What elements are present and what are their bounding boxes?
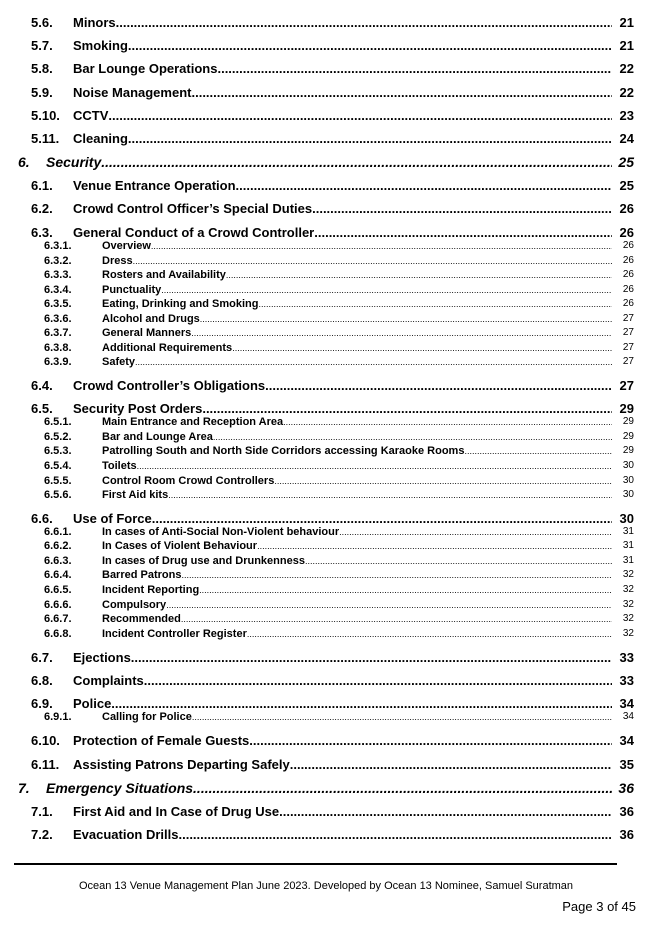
toc-entry[interactable] (0, 201, 652, 219)
toc-entry[interactable] (0, 255, 652, 269)
toc-entry-number: 6.5.5. (44, 475, 72, 487)
toc-entry-page: 29 (619, 401, 634, 416)
toc-entry-number: 6.5.6. (44, 489, 72, 501)
toc-entry-page: 32 (622, 584, 634, 595)
toc-entry-title: Evacuation Drills (73, 827, 179, 842)
toc-entry-title: Protection of Female Guests (73, 733, 250, 748)
toc-entry-number: 6.9. (31, 696, 53, 711)
toc-entry[interactable] (0, 489, 652, 503)
toc-entry-title: Assisting Patrons Departing Safely (73, 757, 290, 772)
toc-entry-title: Compulsory (102, 599, 167, 611)
toc-entry[interactable] (0, 628, 652, 642)
toc-entry-number: 6.7. (31, 650, 53, 665)
toc-entry-page: 30 (622, 460, 634, 471)
toc-entry[interactable] (0, 85, 652, 103)
toc-entry-page: 31 (622, 526, 634, 537)
toc-entry-page: 27 (622, 356, 634, 367)
toc-entry-title: Minors (73, 15, 116, 30)
toc-entry[interactable] (0, 613, 652, 627)
toc-entry-title: Barred Patrons (102, 569, 182, 581)
toc-entry-page: 33 (619, 673, 634, 688)
toc-entry-number: 6.3.9. (44, 356, 72, 368)
toc-entry-number: 6.5.2. (44, 431, 72, 443)
toc-entry-title: Dress (102, 255, 133, 267)
toc-leader-dots (258, 299, 612, 309)
toc-entry-title: Control Room Crowd Controllers (102, 475, 275, 487)
toc-entry[interactable] (0, 269, 652, 283)
toc-leader-dots (178, 827, 612, 842)
toc-entry-title: CCTV (73, 108, 109, 123)
toc-entry-page: 34 (619, 696, 634, 711)
toc-entry-page: 36 (618, 780, 634, 796)
toc-entry-number: 6.6.1. (44, 526, 72, 538)
toc-entry-number: 6.6. (31, 511, 53, 526)
toc-entry[interactable] (0, 804, 652, 822)
toc-entry-page: 32 (622, 613, 634, 624)
toc-leader-dots (144, 673, 612, 688)
toc-entry[interactable] (0, 733, 652, 751)
toc-leader-dots (314, 225, 612, 240)
toc-entry-title: Police (73, 696, 112, 711)
toc-entry[interactable] (0, 298, 652, 312)
toc-entry-number: 6. (18, 154, 30, 170)
toc-entry-number: 6.3.8. (44, 342, 72, 354)
toc-leader-dots (249, 733, 612, 748)
toc-entry-title: Crowd Controller’s Obligations (73, 378, 266, 393)
toc-entry[interactable] (0, 431, 652, 445)
toc-entry-number: 7.1. (31, 804, 53, 819)
toc-entry-title: Crowd Control Officer’s Special Duties (73, 201, 313, 216)
toc-entry-title: Incident Controller Register (102, 628, 247, 640)
toc-entry-title: Ejections (73, 650, 131, 665)
toc-leader-dots (339, 527, 612, 537)
toc-entry-title: Rosters and Availability (102, 269, 226, 281)
toc-entry-page: 32 (622, 628, 634, 639)
toc-leader-dots (279, 804, 612, 819)
toc-entry-page: 32 (622, 599, 634, 610)
toc-entry-page: 35 (619, 757, 634, 772)
toc-leader-dots (181, 614, 612, 624)
toc-leader-dots (283, 417, 612, 427)
toc-entry-number: 6.1. (31, 178, 53, 193)
toc-entry-title: Noise Management (73, 85, 192, 100)
toc-entry-page: 22 (619, 61, 634, 76)
toc-entry-title: Recommended (102, 613, 181, 625)
toc-entry-number: 5.7. (31, 38, 53, 53)
toc-entry-title: Additional Requirements (102, 342, 233, 354)
toc-entry-page: 30 (622, 489, 634, 500)
toc-entry-number: 6.11. (31, 757, 60, 772)
toc-entry-title: Punctuality (102, 284, 162, 296)
toc-entry-number: 6.6.5. (44, 584, 72, 596)
toc-leader-dots (232, 343, 612, 353)
toc-entry-page: 29 (622, 416, 634, 427)
toc-entry-page: 27 (622, 313, 634, 324)
toc-entry-page: 22 (619, 85, 634, 100)
toc-entry[interactable] (0, 38, 652, 56)
toc-entry-title: Bar and Lounge Area (102, 431, 213, 443)
toc-entry-number: 5.10. (31, 108, 60, 123)
toc-entry-number: 5.8. (31, 61, 53, 76)
toc-entry[interactable] (0, 356, 652, 370)
toc-leader-dots (128, 131, 612, 146)
toc-leader-dots (312, 201, 612, 216)
toc-entry-page: 21 (619, 38, 634, 53)
toc-entry-page: 27 (619, 378, 634, 393)
toc-entry[interactable] (0, 178, 652, 196)
toc-entry[interactable] (0, 569, 652, 583)
toc-entry-title: First Aid kits (102, 489, 169, 501)
toc-entry[interactable] (0, 599, 652, 613)
toc-entry-title: First Aid and In Case of Drug Use (73, 804, 280, 819)
toc-entry-number: 6.5.1. (44, 416, 72, 428)
toc-entry-number: 5.9. (31, 85, 53, 100)
toc-leader-dots (116, 15, 612, 30)
toc-entry-number: 6.6.4. (44, 569, 72, 581)
toc-entry-title: Calling for Police (102, 711, 192, 723)
toc-leader-dots (257, 541, 612, 551)
toc-leader-dots (199, 585, 612, 595)
toc-entry[interactable] (0, 780, 652, 800)
toc-entry-page: 33 (619, 650, 634, 665)
toc-entry-page: 32 (622, 569, 634, 580)
toc-entry-title: In cases of Anti-Social Non-Violent behaviour (102, 526, 340, 538)
toc-leader-dots (131, 650, 612, 665)
toc-entry[interactable] (0, 475, 652, 489)
toc-leader-dots (193, 780, 612, 796)
toc-entry-title: In Cases of Violent Behaviour (102, 540, 258, 552)
toc-entry-number: 5.6. (31, 15, 53, 30)
toc-entry-page: 26 (622, 240, 634, 251)
toc-entry-title: Security (46, 154, 102, 170)
toc-entry-page: 26 (619, 201, 634, 216)
footer-divider (14, 863, 617, 865)
toc-entry[interactable] (0, 673, 652, 691)
toc-entry-title: Overview (102, 240, 151, 252)
toc-entry[interactable] (0, 460, 652, 474)
toc-entry-page: 24 (619, 131, 634, 146)
toc-entry[interactable] (0, 445, 652, 459)
toc-entry-page: 27 (622, 342, 634, 353)
toc-leader-dots (274, 476, 612, 486)
toc-entry-page: 23 (619, 108, 634, 123)
toc-leader-dots (128, 38, 612, 53)
toc-entry[interactable] (0, 240, 652, 254)
toc-leader-dots (181, 570, 612, 580)
toc-entry[interactable] (0, 284, 652, 298)
toc-entry-title: Emergency Situations (46, 780, 194, 796)
toc-leader-dots (137, 461, 612, 471)
toc-leader-dots (213, 432, 612, 442)
toc-leader-dots (191, 85, 612, 100)
toc-entry-number: 6.3.6. (44, 313, 72, 325)
toc-entry-page: 29 (622, 431, 634, 442)
toc-entry[interactable] (0, 540, 652, 554)
toc-entry-page: 34 (622, 711, 634, 722)
toc-entry-number: 6.6.7. (44, 613, 72, 625)
toc-entry-title: Cleaning (73, 131, 128, 146)
toc-entry[interactable] (0, 378, 652, 396)
toc-entry[interactable] (0, 131, 652, 149)
toc-entry-title: In cases of Drug use and Drunkenness (102, 555, 305, 567)
toc-entry[interactable] (0, 827, 652, 845)
toc-entry-page: 27 (622, 327, 634, 338)
toc-entry-title: Complaints (73, 673, 144, 688)
toc-leader-dots (166, 600, 612, 610)
toc-leader-dots (108, 108, 612, 123)
toc-entry[interactable] (0, 757, 652, 775)
toc-entry-title: Venue Entrance Operation (73, 178, 236, 193)
toc-leader-dots (290, 757, 612, 772)
toc-entry[interactable] (0, 313, 652, 327)
toc-entry-number: 6.3. (31, 225, 53, 240)
toc-leader-dots (168, 490, 612, 500)
toc-entry[interactable] (0, 711, 652, 725)
toc-entry-number: 6.4. (31, 378, 53, 393)
toc-entry-number: 6.2. (31, 201, 53, 216)
toc-entry-number: 5.11. (31, 131, 60, 146)
toc-entry-title: Use of Force (73, 511, 152, 526)
toc-entry[interactable] (0, 15, 652, 33)
toc-entry-page: 30 (622, 475, 634, 486)
toc-entry-number: 6.6.8. (44, 628, 72, 640)
toc-entry-number: 6.3.4. (44, 284, 72, 296)
toc-leader-dots (101, 154, 612, 170)
toc-entry-title: Smoking (73, 38, 128, 53)
toc-entry-title: Bar Lounge Operations (73, 61, 218, 76)
toc-entry-title: General Conduct of a Crowd Controller (73, 225, 315, 240)
toc-leader-dots (133, 256, 612, 266)
toc-leader-dots (265, 378, 612, 393)
toc-entry-title: Security Post Orders (73, 401, 203, 416)
toc-entry-page: 26 (622, 255, 634, 266)
toc-entry-title: Alcohol and Drugs (102, 313, 200, 325)
toc-entry-number: 6.6.3. (44, 555, 72, 567)
toc-entry-number: 7.2. (31, 827, 53, 842)
toc-entry-number: 6.3.3. (44, 269, 72, 281)
toc-leader-dots (217, 61, 612, 76)
toc-entry-page: 34 (619, 733, 634, 748)
toc-leader-dots (200, 314, 612, 324)
toc-entry-page: 25 (619, 178, 634, 193)
toc-entry-page: 26 (622, 298, 634, 309)
toc-entry[interactable] (0, 650, 652, 668)
toc-entry-title: Incident Reporting (102, 584, 200, 596)
toc-leader-dots (464, 446, 612, 456)
toc-entry[interactable] (0, 154, 652, 174)
toc-leader-dots (305, 556, 612, 566)
toc-entry-number: 6.3.7. (44, 327, 72, 339)
toc-entry-number: 6.5.3. (44, 445, 72, 457)
toc-leader-dots (202, 401, 612, 416)
toc-entry[interactable] (0, 584, 652, 598)
toc-entry[interactable] (0, 108, 652, 126)
toc-entry[interactable] (0, 342, 652, 356)
toc-entry-number: 6.5. (31, 401, 53, 416)
toc-entry-number: 7. (18, 780, 30, 796)
toc-entry[interactable] (0, 526, 652, 540)
toc-entry[interactable] (0, 327, 652, 341)
toc-entry-title: Toilets (102, 460, 137, 472)
toc-entry-page: 31 (622, 555, 634, 566)
toc-entry-page: 30 (619, 511, 634, 526)
toc-leader-dots (236, 178, 612, 193)
toc-entry-page: 21 (619, 15, 634, 30)
toc-entry-page: 31 (622, 540, 634, 551)
toc-entry-number: 6.3.5. (44, 298, 72, 310)
toc-entry[interactable] (0, 61, 652, 79)
toc-entry-number: 6.6.2. (44, 540, 72, 552)
toc-leader-dots (161, 285, 612, 295)
toc-leader-dots (151, 241, 612, 251)
toc-entry-page: 26 (622, 284, 634, 295)
toc-entry[interactable] (0, 416, 652, 430)
toc-entry-title: Eating, Drinking and Smoking (102, 298, 259, 310)
toc-leader-dots (192, 712, 612, 722)
footer-text: Ocean 13 Venue Management Plan June 2023. Developed by Ocean 13 Nominee, Samuel Suratman (78, 880, 574, 892)
toc-entry-title: General Manners (102, 327, 192, 339)
toc-leader-dots (191, 328, 612, 338)
toc-entry-page: 36 (619, 827, 634, 842)
page-number: Page 3 of 45 (562, 899, 636, 914)
toc-entry-number: 6.8. (31, 673, 53, 688)
toc-entry-page: 36 (619, 804, 634, 819)
toc-entry-title: Safety (102, 356, 136, 368)
toc-entry-number: 6.6.6. (44, 599, 72, 611)
toc-entry-title: Patrolling South and North Side Corridors accessing Karaoke Rooms (102, 445, 465, 457)
toc-leader-dots (247, 629, 612, 639)
toc-leader-dots (135, 357, 612, 367)
toc-entry-number: 6.5.4. (44, 460, 72, 472)
toc-leader-dots (226, 270, 612, 280)
toc-entry-number: 6.3.2. (44, 255, 72, 267)
toc-leader-dots (111, 696, 612, 711)
toc-entry-number: 6.10. (31, 733, 60, 748)
toc-entry-page: 29 (622, 445, 634, 456)
toc-entry-page: 25 (618, 154, 634, 170)
toc-entry-page: 26 (619, 225, 634, 240)
toc-leader-dots (152, 511, 612, 526)
toc-entry-page: 26 (622, 269, 634, 280)
toc-entry[interactable] (0, 555, 652, 569)
toc-entry-title: Main Entrance and Reception Area (102, 416, 284, 428)
toc-entry-number: 6.3.1. (44, 240, 72, 252)
toc-entry-number: 6.9.1. (44, 711, 72, 723)
